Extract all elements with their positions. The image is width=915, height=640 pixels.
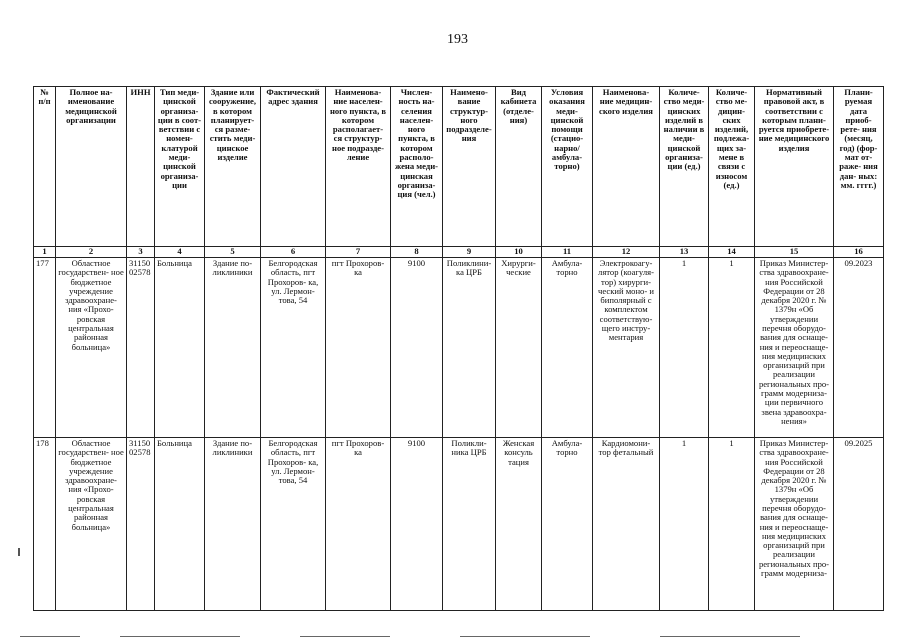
population-cell: 9100 [391, 258, 443, 438]
population-cell: 9100 [391, 438, 443, 611]
scan-mark [120, 636, 240, 637]
organization-name: Областное государствен- ное бюджетное учреждение здравоохране- ния «Прохо- ровская центральная районная больница» [56, 438, 127, 611]
column-number-row [34, 247, 884, 258]
legal-act-cell: Приказ Министер- ства здравоохране- ния Российской Федерации от 28 декабря 2020 г. № 1379н «Об утверждении перечня оборудо- вания для оснаще- ния и переоснаще- ния медицинских организаций при реализации региональных про- грамм модерниза- [755, 438, 834, 611]
column-number: 6 [261, 247, 326, 258]
header-cell: Количе- ство меди- цинских изделий в наличии в меди- цинской организа- ции (ед.) [660, 87, 709, 247]
equipment-table [33, 86, 884, 611]
qty-present-cell: 1 [660, 438, 709, 611]
column-number: 11 [542, 247, 593, 258]
header-cell: Здание или сооружение, в котором планирует- ся разме- стить меди- цинское изделие [205, 87, 261, 247]
header-cell: Полное на- именование медицинской организации [56, 87, 127, 247]
purchase-date-cell: 09.2023 [834, 258, 884, 438]
row-number: 178 [34, 438, 56, 611]
page-number: 193 [447, 32, 468, 47]
header-cell: ИНН [127, 87, 155, 247]
table-row [34, 438, 884, 611]
purchase-date-cell: 09.2025 [834, 438, 884, 611]
qty-present-cell: 1 [660, 258, 709, 438]
page-bottom-edge [0, 629, 915, 640]
table-header-row [34, 87, 884, 247]
column-number: 2 [56, 247, 127, 258]
header-cell: Количе- ство ме- дицин- ских изделий, подлежа- щих за- мене в связи с износом (ед.) [709, 87, 755, 247]
column-number: 13 [660, 247, 709, 258]
column-number: 9 [443, 247, 496, 258]
cabinet-cell: Хирурги- ческие [496, 258, 542, 438]
column-number: 5 [205, 247, 261, 258]
header-cell: Наименова- ние медицин- ского изделия [593, 87, 660, 247]
inn-cell: 31150 02578 [127, 258, 155, 438]
column-number: 8 [391, 247, 443, 258]
header-cell: Вид кабинета (отделе- ния) [496, 87, 542, 247]
header-cell: Тип меди- цинской организа- ции в соот- ветствии с номен- клатурой меди- цинской организа- ции [155, 87, 205, 247]
address-cell: Белгородская область, пгт Прохоров- ка, ул. Лермон- това, 54 [261, 438, 326, 611]
settlement-cell: пгт Прохоров- ка [326, 258, 391, 438]
row-number: 177 [34, 258, 56, 438]
building-cell: Здание по- ликлиники [205, 258, 261, 438]
device-cell: Электрокоагу- лятор (коагуля- тор) хирурги- ческий моно- и биполярный с комплектом соответствую- щего инстру- ментария [593, 258, 660, 438]
scan-mark [300, 636, 390, 637]
header-cell: Нормативный правовой акт, в соответствии с которым плани- руется приобрете- ние медицинского изделия [755, 87, 834, 247]
header-cell: Фактический адрес здания [261, 87, 326, 247]
scan-mark [18, 548, 20, 556]
column-number: 12 [593, 247, 660, 258]
settlement-cell: пгт Прохоров- ка [326, 438, 391, 611]
column-number: 16 [834, 247, 884, 258]
header-cell: № п/п [34, 87, 56, 247]
organization-name: Областное государствен- ное бюджетное учреждение здравоохране- ния «Прохо- ровская центральная районная больница» [56, 258, 127, 438]
column-number: 10 [496, 247, 542, 258]
cabinet-cell: Женская консуль тация [496, 438, 542, 611]
scan-mark [20, 636, 80, 637]
unit-cell: Поликли- ника ЦРБ [443, 438, 496, 611]
header-cell: Числен- ность на- селения населен- ного пункта, в котором располо- жена меди- цинская организа- ция (чел.) [391, 87, 443, 247]
unit-cell: Поликлини- ка ЦРБ [443, 258, 496, 438]
conditions-cell: Амбула- торно [542, 438, 593, 611]
header-cell: Наименова- ние населен- ного пункта, в котором располагает- ся структур- ное подразде- ление [326, 87, 391, 247]
column-number: 3 [127, 247, 155, 258]
qty-replace-cell: 1 [709, 258, 755, 438]
column-number: 15 [755, 247, 834, 258]
org-type-cell: Больница [155, 258, 205, 438]
table-row [34, 258, 884, 438]
inn-cell: 31150 02578 [127, 438, 155, 611]
column-number: 1 [34, 247, 56, 258]
qty-replace-cell: 1 [709, 438, 755, 611]
conditions-cell: Амбула- торно [542, 258, 593, 438]
column-number: 7 [326, 247, 391, 258]
address-cell: Белгородская область, пгт Прохоров- ка, ул. Лермон- това, 54 [261, 258, 326, 438]
column-number: 4 [155, 247, 205, 258]
column-number: 14 [709, 247, 755, 258]
building-cell: Здание по- ликлиники [205, 438, 261, 611]
scan-mark [660, 636, 800, 637]
header-cell: Плани- руемая дата приоб- рете- ния (месяц, год) (фор- мат от- раже- ния дан- ных: мм. гггг.) [834, 87, 884, 247]
device-cell: Кардиомони- тор фетальный [593, 438, 660, 611]
legal-act-cell: Приказ Министер- ства здравоохране- ния Российской Федерации от 28 декабря 2020 г. № 1379н «Об утверждении перечня оборудо- вания для оснаще- ния и переоснаще- ния медицинских организаций при реализации региональных про- грамм модерниза- ции первичного звена здравоохра- нения» [755, 258, 834, 438]
scan-mark [460, 636, 590, 637]
org-type-cell: Больница [155, 438, 205, 611]
header-cell: Наимено- вание структур- ного подразделе- ния [443, 87, 496, 247]
header-cell: Условия оказания меди- цинской помощи (стацио- нарно/ амбула- торно) [542, 87, 593, 247]
